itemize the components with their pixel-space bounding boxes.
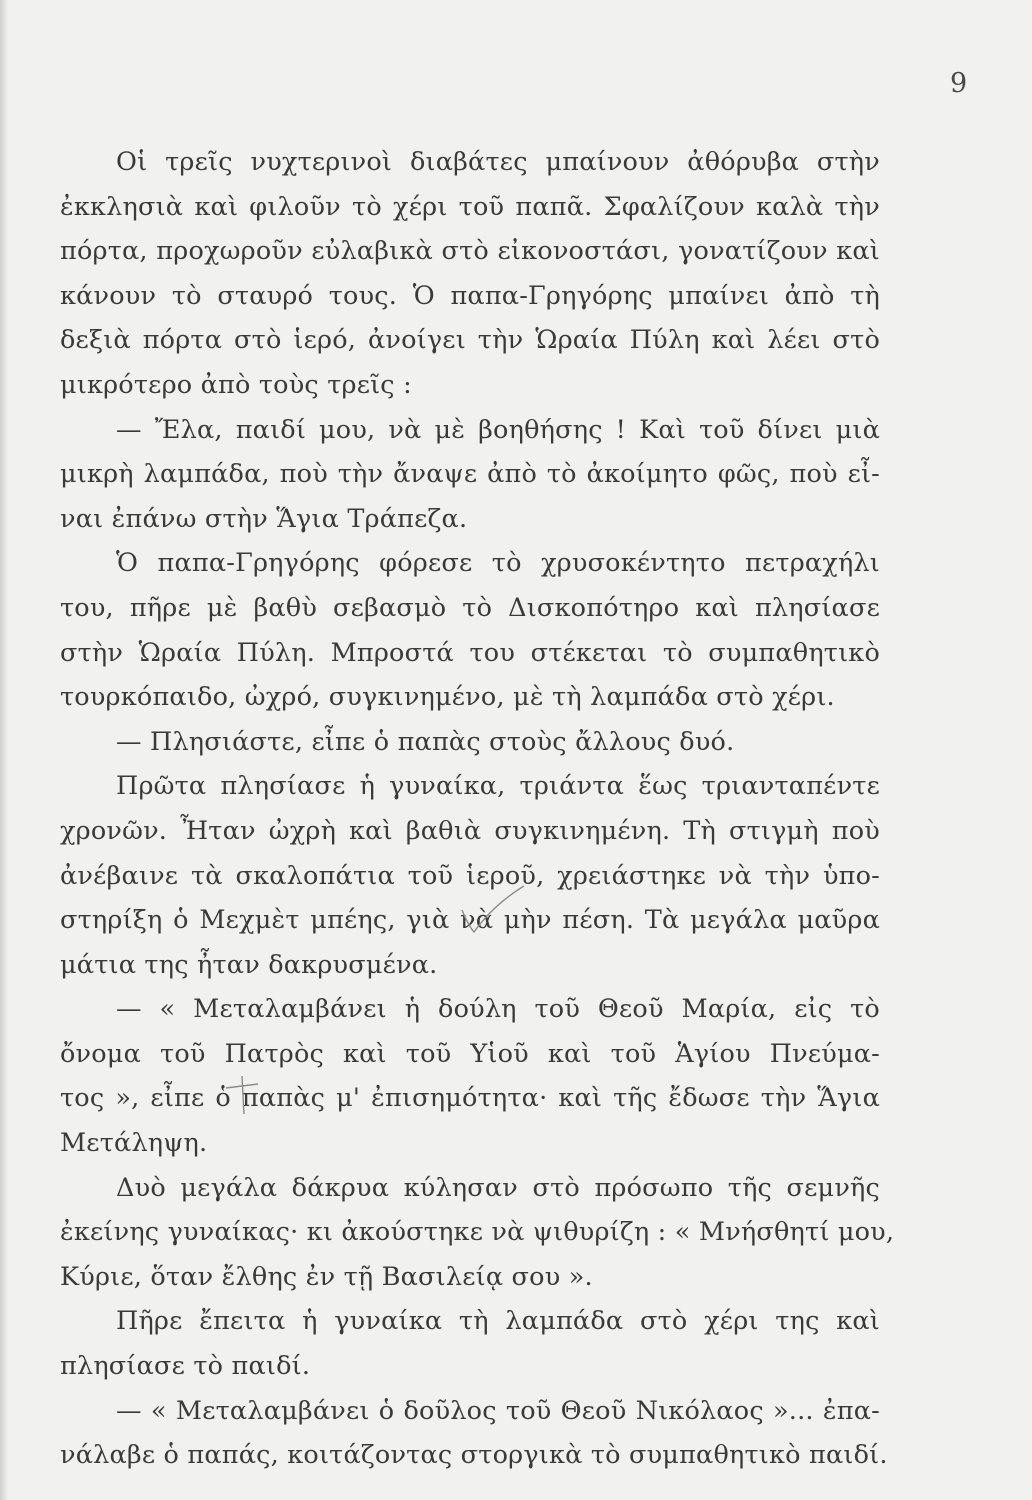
text-line: νάλαβε ὁ παπάς, κοιτάζοντας στοργικὰ τὸ συμπαθητικὸ παιδί. [60, 1440, 888, 1471]
text-line: στὴν Ὡραία Πύλη. Μπροστά του στέκεται τὸ συμπαθητικὸ [60, 637, 880, 668]
page-edge-shadow [0, 0, 8, 1500]
text-line: — « Μεταλαμβάνει ὁ δοῦλος τοῦ Θεοῦ Νικόλαος »... ἐπα- [116, 1395, 880, 1426]
text-line: — Ἔλα, παιδί μου, νὰ μὲ βοηθήσης ! Καὶ τοῦ δίνει μιὰ [116, 414, 880, 445]
pencil-check-mark-icon [458, 880, 528, 940]
pencil-cross-mark-icon [222, 1070, 262, 1120]
text-line: ναι ἐπάνω στὴν Ἅγια Τράπεζα. [60, 503, 468, 534]
text-line: τος », εἶπε ὁ παπὰς μ' ἐπισημότητα· καὶ τῆς ἔδωσε τὴν Ἅγια [60, 1083, 880, 1114]
text-line: μικρὴ λαμπάδα, ποὺ τὴν ἄναψε ἀπὸ τὸ ἀκοίμητο φῶς, ποὺ εἶ- [60, 459, 880, 490]
text-line: τουρκόπαιδο, ὠχρό, συγκινημένο, μὲ τὴ λαμπάδα στὸ χέρι. [60, 682, 835, 713]
text-line: πόρτα, προχωροῦν εὐλαβικὰ στὸ εἰκονοστάσι, γονατίζουν καὶ [60, 236, 880, 267]
text-line: χρονῶν. Ἦταν ὠχρὴ καὶ βαθιὰ συγκινημένη. Τὴ στιγμὴ ποὺ [60, 815, 880, 846]
text-line: πλησίασε τὸ παιδί. [60, 1351, 311, 1382]
text-line: δεξιὰ πόρτα στὸ ἱερό, ἀνοίγει τὴν Ὡραία Πύλη καὶ λέει στὸ [60, 325, 880, 356]
text-line: — « Μεταλαμβάνει ἡ δούλη τοῦ Θεοῦ Μαρία, εἰς τὸ [116, 994, 880, 1025]
text-line: Πῆρε ἔπειτα ἡ γυναίκα τὴ λαμπάδα στὸ χέρι της καὶ [116, 1306, 880, 1337]
text-line: Πρῶτα πλησίασε ἡ γυναίκα, τριάντα ἕως τριανταπέντε [116, 771, 880, 802]
text-line: ἐκκλησιὰ καὶ φιλοῦν τὸ χέρι τοῦ παπᾶ. Σφαλίζουν καλὰ τὴν [60, 191, 880, 222]
text-line: κάνουν τὸ σταυρό τους. Ὁ παπα-Γρηγόρης μπαίνει ἀπὸ τὴ [60, 280, 880, 311]
text-line: — Πλησιάστε, εἶπε ὁ παπὰς στοὺς ἄλλους δυό. [116, 726, 735, 757]
text-line: μικρότερο ἀπὸ τοὺς τρεῖς : [60, 369, 412, 400]
text-line: μάτια της ἦταν δακρυσμένα. [60, 949, 438, 980]
text-line: ἐκείνης γυναίκας· κι ἀκούστηκε νὰ ψιθυρίζη : « Μνήσθητί μου, [60, 1217, 895, 1248]
text-line: ὄνομα τοῦ Πατρὸς καὶ τοῦ Υἱοῦ καὶ τοῦ Ἁγίου Πνεύμα- [60, 1038, 880, 1069]
text-line: Ὁ παπα-Γρηγόρης φόρεσε τὸ χρυσοκέντητο πετραχήλι [116, 548, 880, 579]
text-line: του, πῆρε μὲ βαθὺ σεβασμὸ τὸ Δισκοπότηρο καὶ πλησίασε [60, 592, 880, 623]
text-line: Δυὸ μεγάλα δάκρυα κύλησαν στὸ πρόσωπο τῆς σεμνῆς [116, 1172, 880, 1203]
text-line: Κύριε, ὅταν ἔλθης ἐν τῇ Βασιλείᾳ σου ». [60, 1261, 593, 1292]
page-number: 9 [950, 68, 968, 99]
text-line: στηρίξη ὁ Μεχμὲτ μπέης, γιὰ νὰ μὴν πέση. Τὰ μεγάλα μαῦρα [60, 905, 880, 936]
text-line: Μετάληψη. [60, 1128, 208, 1159]
text-line: ἀνέβαινε τὰ σκαλοπάτια τοῦ ἱεροῦ, χρειάστηκε νὰ τὴν ὑπο- [60, 860, 880, 891]
text-line: Οἱ τρεῖς νυχτερινοὶ διαβάτες μπαίνουν ἀθόρυβα στὴν [116, 147, 880, 177]
body-text [60, 140, 895, 1478]
